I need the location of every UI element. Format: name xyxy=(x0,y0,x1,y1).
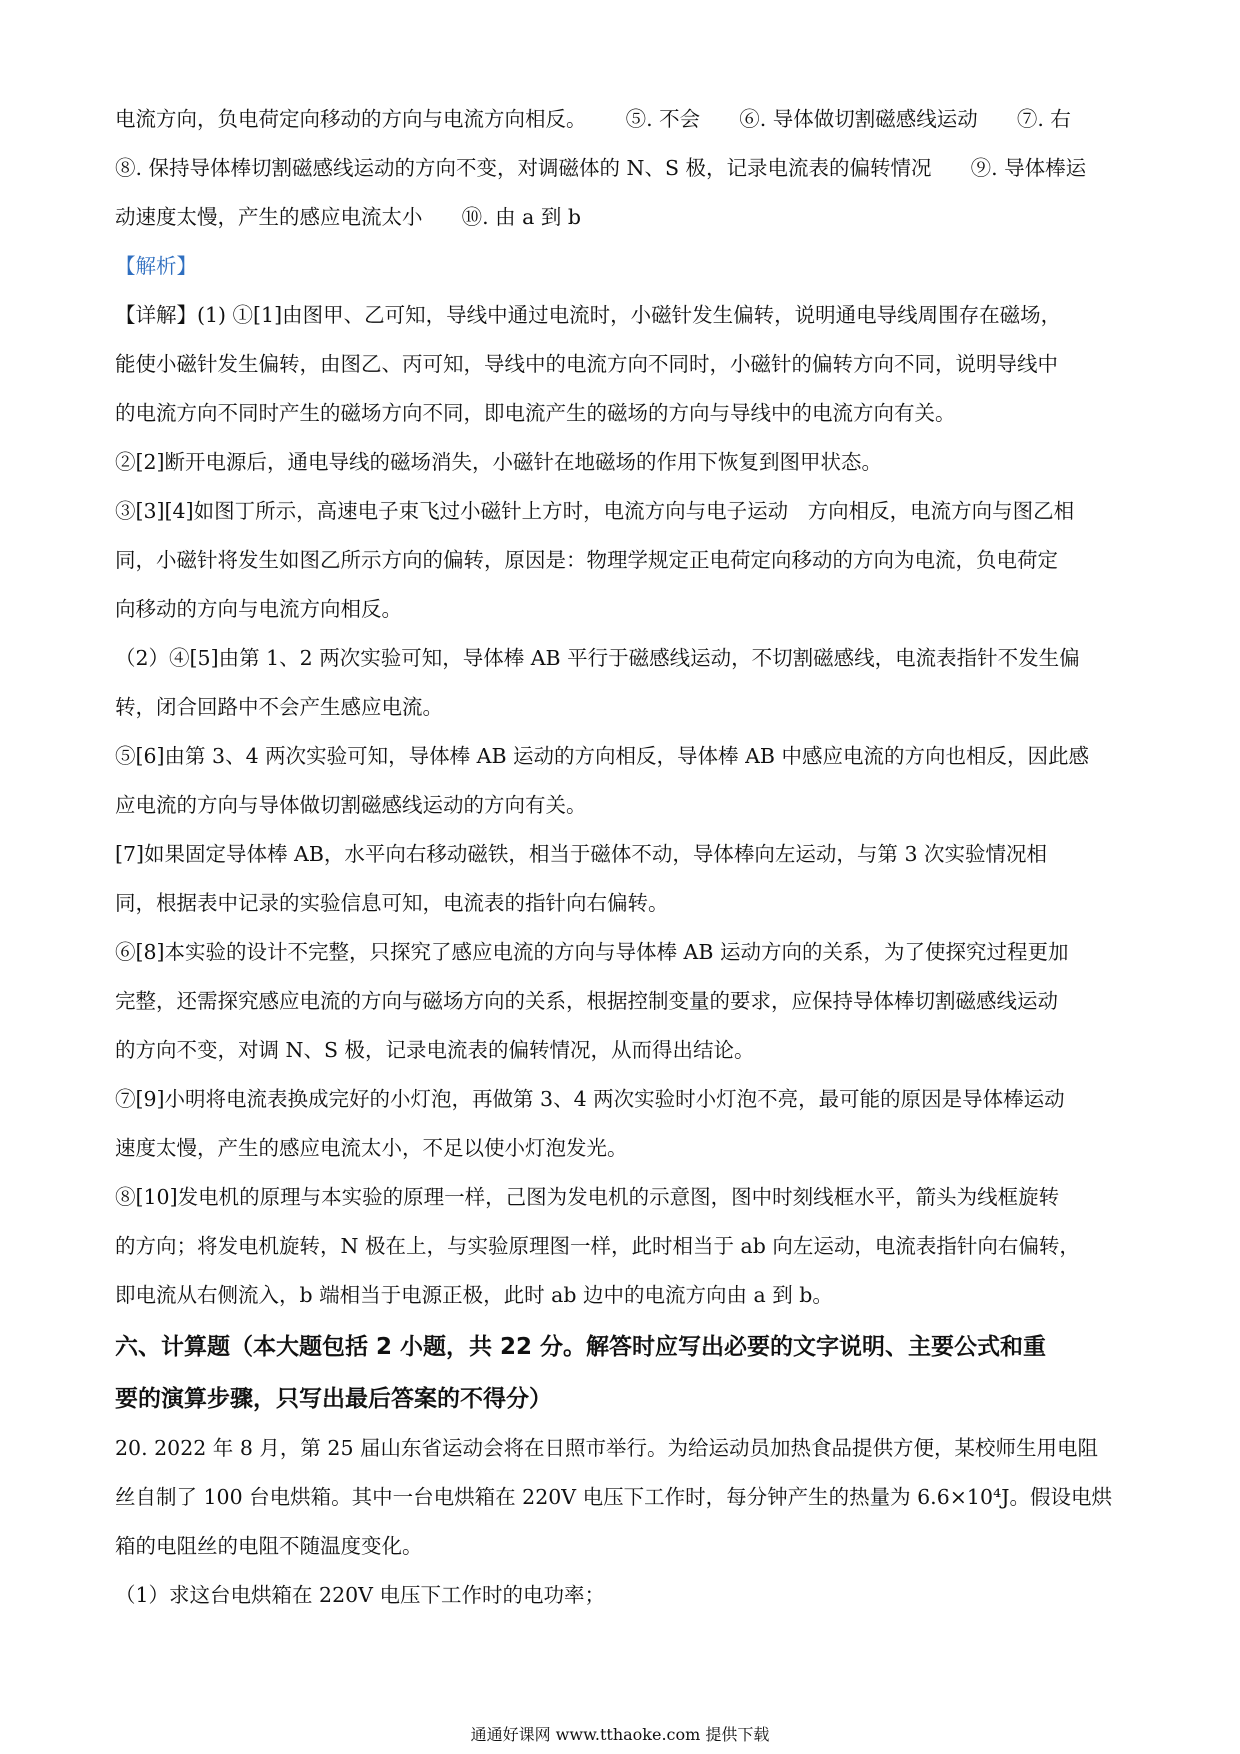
detail-line-4: ②[2]断开电源后，通电导线的磁场消失，小磁针在地磁场的作用下恢复到图甲状态。 xyxy=(115,450,883,474)
detail-line-17: ⑦[9]小明将电流表换成完好的小灯泡，再做第 3、4 两次实验时小灯泡不亮，最可能的原因是导体棒运动 xyxy=(115,1087,1065,1111)
answer-line-2: ⑧. 保持导体棒切割磁感线运动的方向不变，对调磁体的 N、S 极，记录电流表的偏转情况 ⑨. 导体棒运 xyxy=(115,156,1087,180)
detail-line-19: ⑧[10]发电机的原理与本实验的原理一样，己图为发电机的示意图，图中时刻线框水平，箭头为线框旋转 xyxy=(115,1185,1060,1209)
question-line-2: 丝自制了 100 台电烘箱。其中一台电烘箱在 220V 电压下工作时，每分钟产生的热量为 6.6×10⁴J。假设电烘 xyxy=(115,1485,1112,1509)
detail-line-5: ③[3][4]如图丁所示，高速电子束飞过小磁针上方时，电流方向与电子运动 方向相反，电流方向与图乙相 xyxy=(115,499,1075,523)
detail-line-13: 同，根据表中记录的实验信息可知，电流表的指针向右偏转。 xyxy=(115,891,669,915)
question-line-3: 箱的电阻丝的电阻不随温度变化。 xyxy=(115,1534,423,1558)
detail-line-6: 同，小磁针将发生如图乙所示方向的偏转，原因是：物理学规定正电荷定向移动的方向为电流，负电荷定 xyxy=(115,548,1058,572)
section-heading-line-2: 要的演算步骤，只写出最后答案的不得分） xyxy=(115,1386,552,1412)
detail-line-20: 的方向；将发电机旋转，N 极在上，与实验原理图一样，此时相当于 ab 向左运动，电流表指针向右偏转， xyxy=(115,1234,1080,1258)
section-heading-line-1: 六、计算题（本大题包括 2 小题，共 22 分。解答时应写出必要的文字说明、主要公式和重 xyxy=(115,1334,1047,1360)
detail-line-9: 转，闭合回路中不会产生感应电流。 xyxy=(115,695,443,719)
detail-line-10: ⑤[6]由第 3、4 两次实验可知，导体棒 AB 运动的方向相反，导体棒 AB 中感应电流的方向也相反，因此感 xyxy=(115,744,1089,768)
answer-line-3: 动速度太慢，产生的感应电流太小 ⑩. 由 a 到 b xyxy=(115,205,582,229)
analysis-label: 【解析】 xyxy=(115,254,197,278)
detail-line-2: 能使小磁针发生偏转，由图乙、丙可知，导线中的电流方向不同时，小磁针的偏转方向不同，说明导线中 xyxy=(115,352,1058,376)
detail-line-12: [7]如果固定导体棒 AB，水平向右移动磁铁，相当于磁体不动，导体棒向左运动，与第 3 次实验情况相 xyxy=(115,842,1047,866)
detail-line-11: 应电流的方向与导体做切割磁感线运动的方向有关。 xyxy=(115,793,587,817)
answer-line-1: 电流方向，负电荷定向移动的方向与电流方向相反。 ⑤. 不会 ⑥. 导体做切割磁感线运动 ⑦. 右 xyxy=(115,107,1071,131)
detail-line-14: ⑥[8]本实验的设计不完整，只探究了感应电流的方向与导体棒 AB 运动方向的关系，为了使探究过程更加 xyxy=(115,940,1069,964)
document-page xyxy=(115,95,1135,1620)
detail-line-3: 的电流方向不同时产生的磁场方向不同，即电流产生的磁场的方向与导线中的电流方向有关。 xyxy=(115,401,956,425)
question-part-1: （1）求这台电烘箱在 220V 电压下工作时的电功率； xyxy=(115,1583,606,1607)
detail-line-8: （2）④[5]由第 1、2 两次实验可知，导体棒 AB 平行于磁感线运动，不切割磁感线，电流表指针不发生偏 xyxy=(115,646,1080,670)
page-footer: 通通好课网 www.tthaoke.com 提供下载 xyxy=(470,1725,770,1744)
detail-line-1: 【详解】(1) ①[1]由图甲、乙可知，导线中通过电流时，小磁针发生偏转，说明通电导线周围存在磁场， xyxy=(115,303,1062,327)
detail-line-15: 完整，还需探究感应电流的方向与磁场方向的关系，根据控制变量的要求，应保持导体棒切割磁感线运动 xyxy=(115,989,1058,1013)
detail-line-16: 的方向不变，对调 N、S 极，记录电流表的偏转情况，从而得出结论。 xyxy=(115,1038,755,1062)
detail-line-18: 速度太慢，产生的感应电流太小，不足以使小灯泡发光。 xyxy=(115,1136,628,1160)
detail-line-7: 向移动的方向与电流方向相反。 xyxy=(115,597,402,621)
question-line-1: 20. 2022 年 8 月，第 25 届山东省运动会将在日照市举行。为给运动员加热食品提供方便，某校师生用电阻 xyxy=(115,1436,1098,1460)
detail-line-21: 即电流从右侧流入，b 端相当于电源正极，此时 ab 边中的电流方向由 a 到 b。 xyxy=(115,1283,833,1307)
